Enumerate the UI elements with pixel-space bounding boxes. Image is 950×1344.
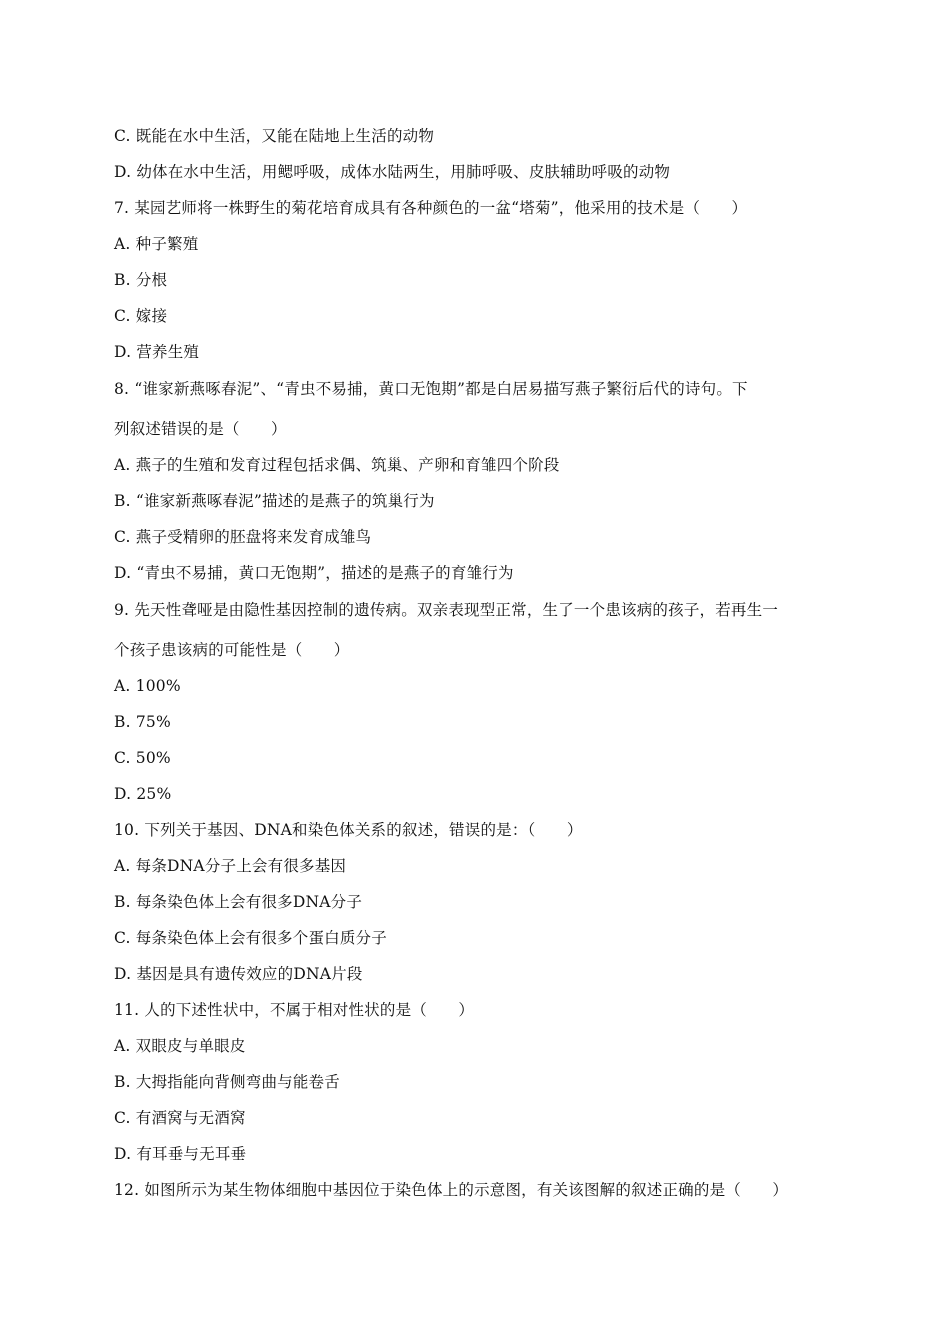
- option-b-q8: B. “谁家新燕啄春泥”描述的是燕子的筑巢行为: [114, 492, 435, 510]
- option-c-q10: C. 每条染色体上会有很多个蛋白质分子: [114, 929, 387, 947]
- question-9-line-1: 9. 先天性聋哑是由隐性基因控制的遗传病。双亲表现型正常，生了一个患该病的孩子，若再生一: [114, 601, 779, 619]
- option-d-q11: D. 有耳垂与无耳垂: [114, 1145, 247, 1163]
- option-a-q10: A. 每条DNA分子上会有很多基因: [114, 857, 347, 875]
- question-11: 11. 人的下述性状中，不属于相对性状的是（ ）: [114, 1001, 475, 1019]
- option-a-q9: A. 100%: [114, 677, 181, 695]
- option-d-q8: D. “青虫不易捕，黄口无饱期”，描述的是燕子的育雏行为: [114, 564, 514, 582]
- option-b-q7: B. 分根: [114, 271, 168, 289]
- option-a-q11: A. 双眼皮与单眼皮: [114, 1037, 246, 1055]
- question-8-line-1: 8. “谁家新燕啄春泥”、“青虫不易捕，黄口无饱期”都是白居易描写燕子繁衍后代的诗句。下: [114, 380, 748, 398]
- option-b-q9: B. 75%: [114, 713, 171, 731]
- option-a-q8: A. 燕子的生殖和发育过程包括求偶、筑巢、产卵和育雏四个阶段: [114, 456, 560, 474]
- option-c-q6: C. 既能在水中生活，又能在陆地上生活的动物: [114, 127, 435, 145]
- option-d-q10: D. 基因是具有遗传效应的DNA片段: [114, 965, 363, 983]
- option-a-q7: A. 种子繁殖: [114, 235, 199, 253]
- question-10: 10. 下列关于基因、DNA和染色体关系的叙述，错误的是：（ ）: [114, 821, 583, 839]
- question-8-line-2: 列叙述错误的是（ ）: [114, 420, 287, 438]
- question-9-line-2: 个孩子患该病的可能性是（ ）: [114, 641, 350, 659]
- question-12: 12. 如图所示为某生物体细胞中基因位于染色体上的示意图，有关该图解的叙述正确的是（ ）: [114, 1181, 789, 1199]
- option-c-q11: C. 有酒窝与无酒窝: [114, 1109, 246, 1127]
- option-c-q7: C. 嫁接: [114, 307, 168, 325]
- option-d-q9: D. 25%: [114, 785, 172, 803]
- option-d-q6: D. 幼体在水中生活，用鳃呼吸，成体水陆两生，用肺呼吸、皮肤辅助呼吸的动物: [114, 163, 671, 181]
- option-d-q7: D. 营养生殖: [114, 343, 200, 361]
- option-c-q8: C. 燕子受精卵的胚盘将来发育成雏鸟: [114, 528, 372, 546]
- question-7: 7. 某园艺师将一株野生的菊花培育成具有各种颜色的一盆“塔菊”，他采用的技术是（ ）: [114, 199, 748, 217]
- option-b-q10: B. 每条染色体上会有很多DNA分子: [114, 893, 363, 911]
- option-b-q11: B. 大拇指能向背侧弯曲与能卷舌: [114, 1073, 340, 1091]
- option-c-q9: C. 50%: [114, 749, 171, 767]
